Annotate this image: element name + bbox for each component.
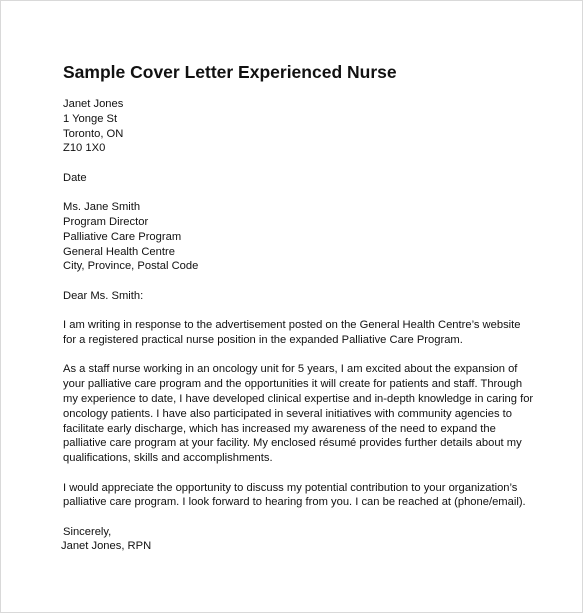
paragraph-line: for a registered practical nurse position in the expanded Palliative Care Program.: [63, 333, 463, 346]
body-paragraph-2: [63, 362, 563, 466]
recipient-city: City, Province, Postal Code: [63, 260, 199, 273]
recipient-name: Ms. Jane Smith: [63, 201, 141, 214]
sender-postal-code: Z10 1X0: [63, 142, 106, 155]
salutation-text: Dear Ms. Smith:: [63, 289, 144, 302]
paragraph-line: I would appreciate the opportunity to discuss my potential contribution to your organization’s: [63, 481, 518, 494]
sender-street: 1 Yonge St: [63, 112, 118, 125]
letter-date: [63, 171, 563, 186]
salutation: [63, 289, 563, 304]
recipient-organization: General Health Centre: [63, 245, 175, 258]
paragraph-line: As a staff nurse working in an oncology unit for 5 years, I am excited about the expansion of: [63, 363, 518, 376]
letter-content: [63, 61, 563, 554]
closing-text: Sincerely,: [63, 525, 112, 538]
paragraph-line: palliative care program at your facility. My enclosed résumé provides further details about my: [63, 437, 522, 450]
sender-name: Janet Jones: [63, 98, 124, 110]
recipient-title: Program Director: [63, 215, 149, 228]
signature-block: [63, 525, 563, 555]
sender-city: Toronto, ON: [63, 127, 124, 140]
paragraph-line: qualifications, skills and accomplishments.: [63, 452, 273, 465]
paragraph-line: facilitate early discharge, which has increased my awareness of the need to expand the: [63, 422, 496, 435]
paragraph-line: oncology patients. I have also participated in several initiatives with community agencies to: [63, 407, 512, 420]
date-text: Date: [63, 171, 87, 184]
paragraph-line: my experience to date, I have developed clinical expertise and in-depth knowledge in caring for: [63, 392, 534, 405]
signature-name: Janet Jones, RPN: [61, 540, 152, 553]
sender-address: [63, 97, 563, 156]
paragraph-line: your palliative care program and the opportunities it will create for patients and staff. Through: [63, 378, 523, 391]
paragraph-line: palliative care program. I look forward to hearing from you. I can be reached at (phone/email).: [63, 496, 526, 509]
recipient-program: Palliative Care Program: [63, 230, 182, 243]
body-paragraph-3: [63, 481, 563, 511]
body-paragraph-1: [63, 318, 563, 348]
document-title: Sample Cover Letter Experienced Nurse: [63, 62, 397, 82]
recipient-address: [63, 200, 563, 274]
paragraph-line: I am writing in response to the advertisement posted on the General Health Centre’s website: [63, 319, 521, 332]
